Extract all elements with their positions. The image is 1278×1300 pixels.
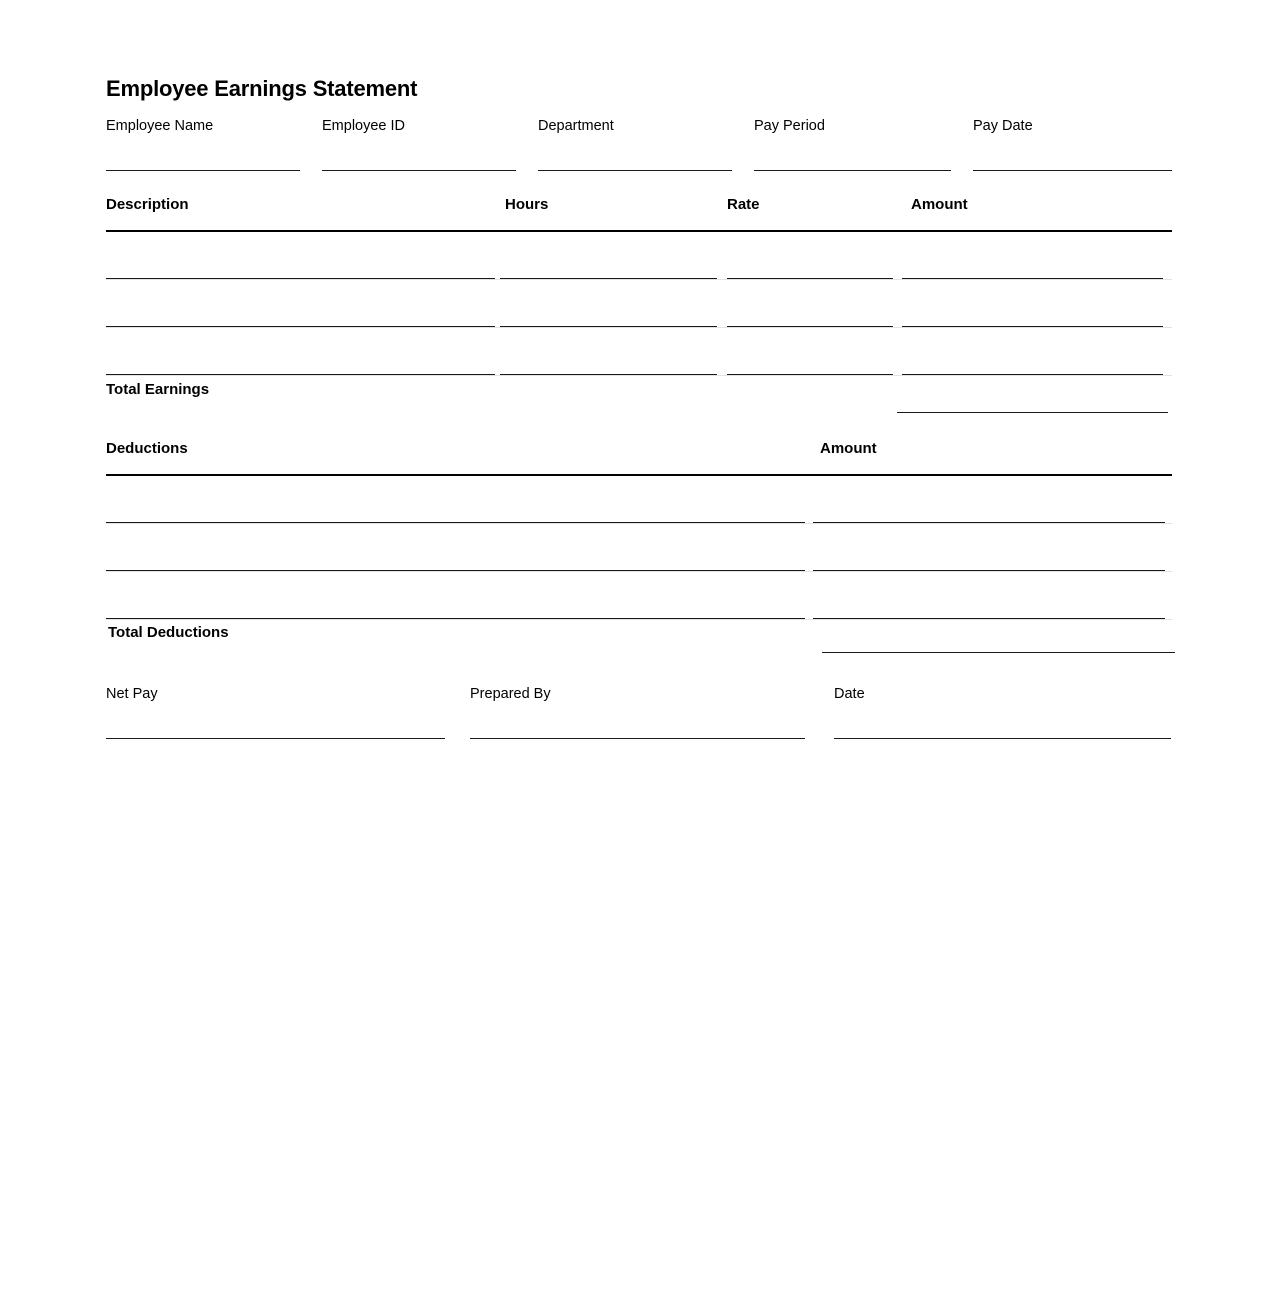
write-line [902,326,1163,327]
deduction-description-cell[interactable] [106,476,813,523]
earnings-description-cell[interactable] [106,328,500,375]
field-label: Prepared By [470,686,551,702]
pay-date-input-line[interactable] [973,170,1172,171]
field-date [834,686,1172,739]
earnings-table-header-row [106,196,1172,214]
write-line [727,374,893,375]
deduction-amount-cell[interactable] [813,524,1172,571]
write-line [813,618,1165,619]
net-pay-input-line[interactable] [106,738,445,739]
row-separator [106,375,1172,376]
column-header-description: Description [106,196,189,213]
field-label: Employee Name [106,118,214,134]
field-label: Employee ID [322,118,406,134]
earnings-amount-cell[interactable] [902,328,1172,375]
write-line [727,278,893,279]
earnings-amount-cell[interactable] [902,280,1172,327]
department-input-line[interactable] [538,170,732,171]
write-line [902,278,1163,279]
write-line [727,326,893,327]
total-earnings-row [106,381,1172,413]
date-input-line[interactable] [834,738,1171,739]
table-row [106,572,1172,619]
deductions-table-header-row [106,440,1172,458]
earnings-description-cell[interactable] [106,280,500,327]
field-label: Pay Date [973,118,1033,134]
field-pay-period [754,118,973,171]
deduction-amount-cell[interactable] [813,572,1172,619]
earnings-rate-cell[interactable] [727,280,902,327]
total-deductions-label: Total Deductions [108,624,229,641]
column-header-deduction-amount: Amount [820,440,877,457]
deduction-description-cell[interactable] [106,524,813,571]
total-deductions-value-cell[interactable] [815,624,1172,653]
write-line [106,570,805,571]
earnings-description-cell[interactable] [106,232,500,279]
total-earnings-label: Total Earnings [106,381,210,398]
table-row [106,280,1172,327]
field-label: Net Pay [106,686,158,702]
write-line [106,618,805,619]
column-header-hours: Hours [505,196,549,213]
table-row [106,328,1172,375]
earnings-rate-cell[interactable] [727,328,902,375]
write-line [813,522,1165,523]
field-employee-name [106,118,322,171]
signature-fields [106,686,1172,739]
field-label: Date [834,686,865,702]
field-prepared-by [470,686,834,739]
total-earnings-value-cell[interactable] [897,381,1172,413]
write-line [106,374,495,375]
field-label: Department [538,118,614,134]
column-header-amount: Amount [911,196,968,213]
table-row [106,232,1172,279]
field-pay-date [973,118,1172,171]
earnings-rate-cell[interactable] [727,232,902,279]
row-separator [106,619,1172,620]
column-header-rate: Rate [727,196,760,213]
table-row [106,524,1172,571]
employee-id-input-line[interactable] [322,170,516,171]
earnings-table [106,196,1172,376]
deductions-table [106,440,1172,620]
write-line [106,522,805,523]
pay-period-input-line[interactable] [754,170,951,171]
earnings-amount-cell[interactable] [902,232,1172,279]
field-net-pay [106,686,470,739]
prepared-by-input-line[interactable] [470,738,805,739]
deduction-description-cell[interactable] [106,572,813,619]
page-title: Employee Earnings Statement [106,76,418,101]
write-line [106,278,495,279]
table-row [106,476,1172,523]
write-line [500,326,717,327]
total-deductions-row [106,624,1172,653]
write-line [813,570,1165,571]
write-line [897,412,1168,413]
earnings-hours-cell[interactable] [500,328,727,375]
write-line [822,652,1175,653]
field-label: Pay Period [754,118,825,134]
earnings-hours-cell[interactable] [500,280,727,327]
employee-info-fields [106,118,1172,171]
write-line [500,278,717,279]
earnings-hours-cell[interactable] [500,232,727,279]
deduction-amount-cell[interactable] [813,476,1172,523]
field-employee-id [322,118,538,171]
field-department [538,118,754,171]
column-header-deductions: Deductions [106,440,188,457]
write-line [902,374,1163,375]
write-line [500,374,717,375]
write-line [106,326,495,327]
employee-name-input-line[interactable] [106,170,300,171]
